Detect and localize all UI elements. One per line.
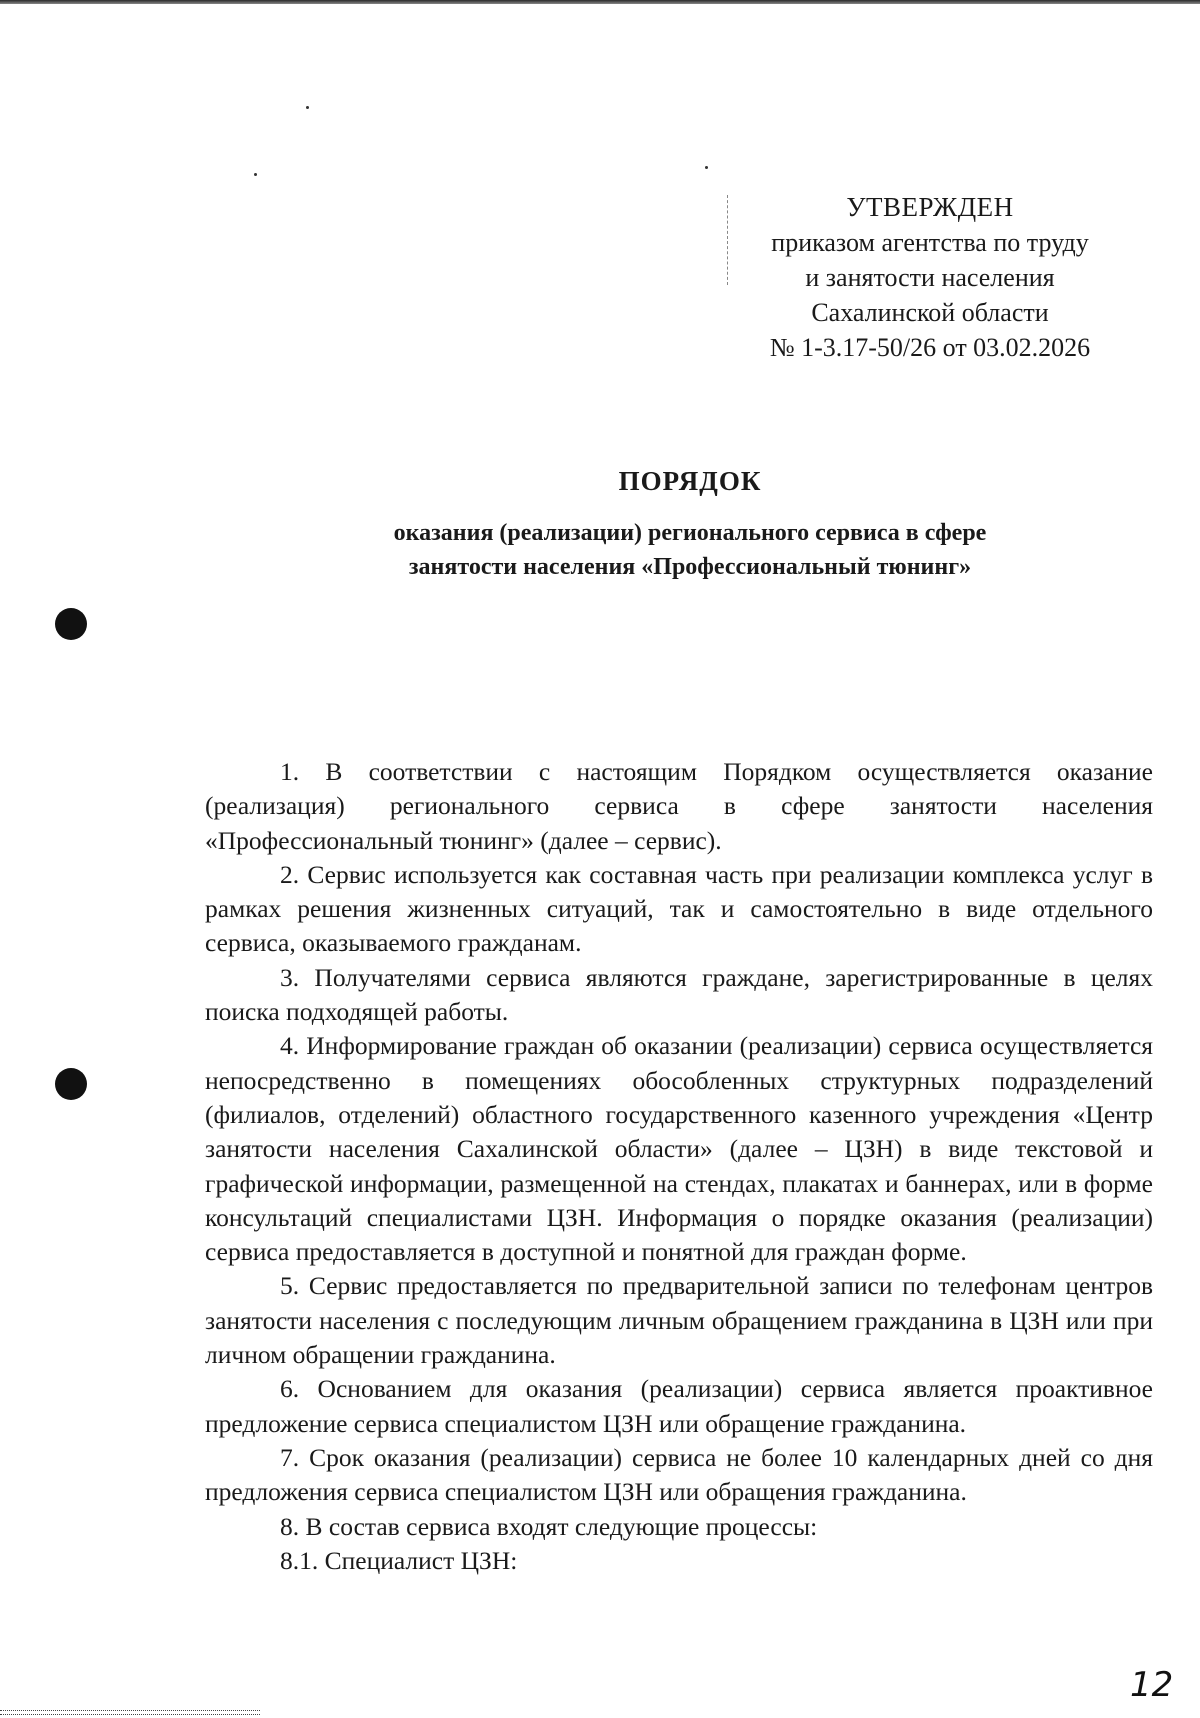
approval-line: и занятости населения [805, 263, 1055, 292]
document-body [205, 755, 1153, 1578]
document-subtitle: оказания (реализации) регионального сервиса в сфере занятости населения «Профессиональный тюнинг» [393, 520, 987, 580]
paragraph: 4. Информирование граждан об оказании (реализации) сервиса осуществляется непосредственно в помещениях обособленных структурных подразделений (филиалов, отделений) областного государственного казенного учреждения «Центр занятости населения Сахалинской области» (далее – ЦЗН) в виде текстовой и графической информации, размещенной на стендах, плакатах и баннерах, или в форме консультаций специалистами ЦЗН. Информация о порядке оказания (реализации) сервиса предоставляется в доступной и понятной для граждан форме. [205, 1031, 1153, 1267]
approved-heading: УТВЕРЖДЕН [846, 192, 1014, 222]
paragraph: 5. Сервис предоставляется по предварительной записи по телефонам центров занятости населения с последующим личным обращением гражданина в ЦЗН или при личном обращении гражданина. [205, 1271, 1153, 1370]
paragraph: 8.1. Специалист ЦЗН: [280, 1545, 518, 1575]
paragraph: 6. Основанием для оказания (реализации) сервиса является проактивное предложение сервиса специалистом ЦЗН или обращение гражданина. [205, 1374, 1153, 1438]
paragraph: 7. Срок оказания (реализации) сервиса не более 10 календарных дней со дня предложения сервиса специалистом ЦЗН или обращения гражданина. [205, 1442, 1153, 1507]
scan-bottom-edge [0, 1710, 260, 1715]
paragraph: 8. В состав сервиса входят следующие процессы: [280, 1511, 818, 1541]
scan-top-edge [0, 0, 1200, 4]
scan-speck [254, 173, 257, 176]
paragraph: 3. Получателями сервиса являются граждане, зарегистрированные в целях поиска подходящей работы. [205, 962, 1153, 1027]
scan-speck [705, 166, 708, 169]
punch-hole-top [55, 608, 87, 640]
punch-hole-bottom [55, 1068, 87, 1100]
approval-stamp-block [720, 190, 1140, 365]
document-title: ПОРЯДОК [618, 466, 762, 496]
paragraph: 2. Сервис используется как составная часть при реализации комплекса услуг в рамках решения жизненных ситуаций, так и самостоятельно в виде отдельного сервиса, оказываемого гражданам. [205, 859, 1153, 958]
title-block [360, 466, 1020, 584]
paragraph: 1. В соответствии с настоящим Порядком осуществляется оказание (реализация) регионального сервиса в сфере занятости населения «Профессиональный тюнинг» (далее – сервис). [205, 757, 1153, 855]
approval-line: приказом агентства по труду [771, 228, 1089, 257]
handwritten-page-number: 12 [1130, 1665, 1174, 1705]
scan-speck [306, 106, 309, 109]
approval-order-number: № 1-3.17-50/26 от 03.02.2026 [769, 333, 1091, 362]
approval-line: Сахалинской области [811, 298, 1049, 327]
